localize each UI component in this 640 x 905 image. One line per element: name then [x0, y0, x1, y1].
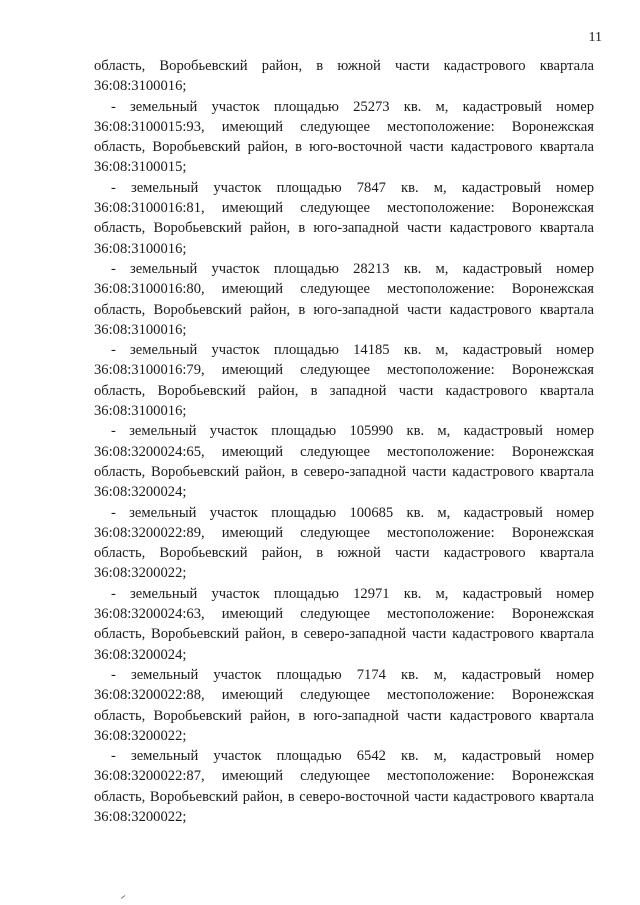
land-plot-item: - земельный участок площадью 100685 кв. м, кадастровый номер 36:08:3200022:89, имеющий следующее местоположение: Воронежская область, Воробьевский район, в южной части кадастрового квартала 36:08:3200022;	[94, 504, 594, 582]
paragraph-continuation: область, Воробьевский район, в южной части кадастрового квартала 36:08:3100016;	[94, 58, 594, 95]
land-plot-item: - земельный участок площадью 28213 кв. м, кадастровый номер 36:08:3100016:80, имеющий следующее местоположение: Воронежская область, Воробьевский район, в юго-западной части кадастрового квартала 36:08:3100016;	[94, 260, 594, 338]
land-plot-item: - земельный участок площадью 14185 кв. м, кадастровый номер 36:08:3100016:79, имеющий следующее местоположение: Воронежская область, Воробьевский район, в западной части кадастрового квартала 36:08:3100016;	[94, 342, 594, 420]
scan-mark	[121, 895, 129, 903]
land-plot-item: - земельный участок площадью 7847 кв. м, кадастровый номер 36:08:3100016:81, имеющий следующее местоположение: Воронежская область, Воробьевский район, в юго-западной части кадастрового квартала 36:08:3100016;	[94, 179, 594, 257]
land-plot-item: - земельный участок площадью 6542 кв. м, кадастровый номер 36:08:3200022:87, имеющий следующее местоположение: Воронежская область, Воробьевский район, в северо-восточной части кадастрового квартала 36:08:3200022;	[94, 748, 594, 825]
document-body	[94, 56, 594, 827]
land-plot-item: - земельный участок площадью 7174 кв. м, кадастровый номер 36:08:3200022:88, имеющий следующее местоположение: Воронежская область, Воробьевский район, в юго-западной части кадастрового квартала 36:08:3200022;	[94, 666, 594, 744]
land-plot-item: - земельный участок площадью 25273 кв. м, кадастровый номер 36:08:3100015:93, имеющий следующее местоположение: Воронежская область, Воробьевский район, в юго-восточной части кадастрового квартала 36:08:3100015;	[94, 98, 594, 176]
page-number: 11	[588, 30, 602, 45]
land-plot-item: - земельный участок площадью 105990 кв. м, кадастровый номер 36:08:3200024:65, имеющий следующее местоположение: Воронежская область, Воробьевский район, в северо-западной части кадастрового квартала 36:08:3200024;	[94, 423, 594, 501]
land-plot-item: - земельный участок площадью 12971 кв. м, кадастровый номер 36:08:3200024:63, имеющий следующее местоположение: Воронежская область, Воробьевский район, в северо-западной части кадастрового квартала 36:08:3200024;	[94, 585, 594, 663]
